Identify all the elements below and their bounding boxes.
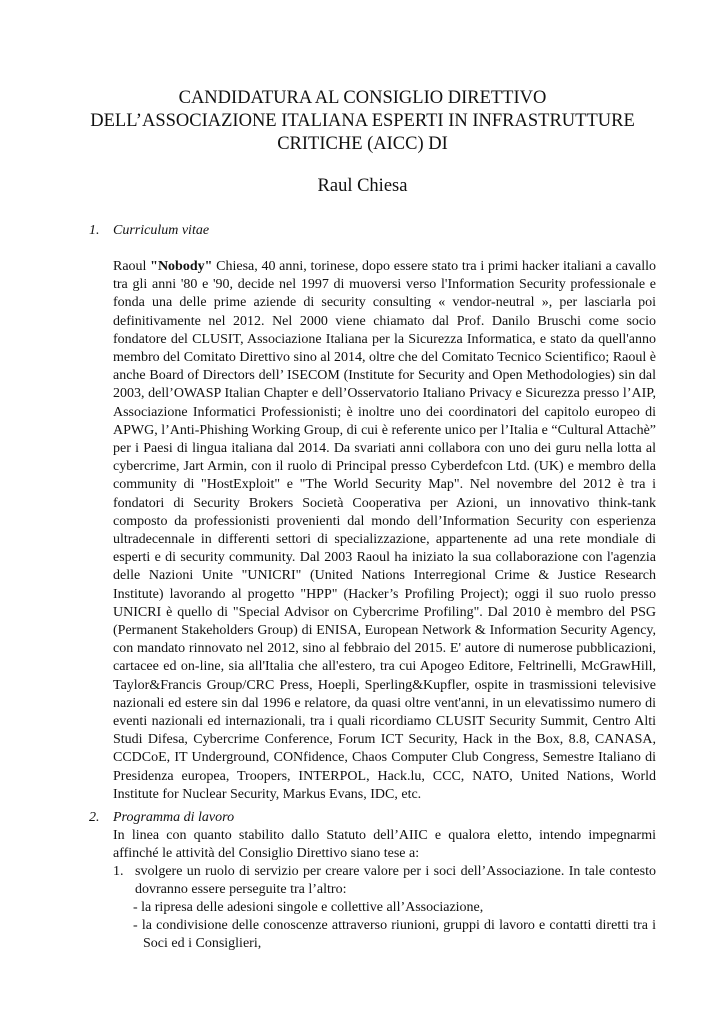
programme-bullet-1: [133, 899, 656, 917]
programme-item-1-number: 1.: [113, 864, 124, 879]
curriculum-body: Chiesa, 40 anni, torinese, dopo essere stato tra i primi hacker italiani a cavallo tra gli anni '80 e '90, decide nel 1997 di muoversi verso l'Information Security professionale e fonda una delle prime aziende di security consulting « vendor-neutral », per lasciarla poi definitivamente nel 2012. Nel 2000 viene chiamato dal Prof. Danilo Bruschi come socio fondatore del CLUSIT, Associazione Italiana per la Sicurezza Informatica, e stato da quell'anno membro del Comitato Direttivo sino al 2014, oltre che del Comitato Tecnico Scientifico; Raoul è anche Board of Directors dell’ ISECOM (Institute for Security and Open Methodologies) sin dal 2003, dell’OWASP Italian Chapter e dell’Osservatorio Italiano Privacy e Sicurezza presso l’AIP, Associazione Informatici Professionisti; è inoltre uno dei coordinatori del capitolo europeo di APWG, l’Anti-Phishing Working Group, di cui è referente unico per l’Italia e “Cultural Attachè” per i Paesi di lingua italiana dal 2014. Da svariati anni collabora con uno dei guru nella lotta al cybercrime, Jart Armin, con il ruolo di Principal presso Cyberdefcon Ltd. (UK) e membro della community di "HostExploit" e "The World Security Map". Nel novembre del 2012 è tra i fondatori di Security Brokers Società Cooperativa per Azioni, un innovativo think-tank composto da professionisti provenienti dal mondo dell’Information Security con esperienza ultradecennale in differenti settori di specializzazione, appartenente ad una rete mondiale di esperti e di security community. Dal 2003 Raoul ha iniziato la sua collaborazione con l'agenzia delle Nazioni Unite "UNICRI" (United Nations Interregional Crime & Justice Research Institute) lavorando al progetto "HPP" (Hacker’s Profiling Project); oggi il suo ruolo presso UNICRI è quello di "Special Advisor on Cybercrime Profiling". Dal 2010 è membro del PSG (Permanent Stakeholders Group) di ENISA, European Network & Information Security Agency, con mandato rinnovato nel 2012, sino al febbraio del 2015. E' autore di numerose pubblicazioni, cartacee ed on-line, sia all'Italia che all'estero, tra cui Apogeo Editore, Feltrinelli, McGrawHill, Taylor&Francis Group/CRC Press, Hoepli, Sperling&Kupfler, ospite in trasmissioni televisive nazionali ed estere sin dal 1996 e relatore, da quasi oltre vent'anni, in un elevatissimo numero di eventi nazionali ed internazionali, tra i quali ricordiamo CLUSIT Security Summit, Centro Alti Studi Difesa, Cybercrime Conference, Forum ICT Security, Hack in the Box, 8.8, CANASA, CCDCoE, IT Underground, CONfidence, Chaos Computer Club Congress, Semestre Italiano di Presidenza europea, Troopers, INTERPOL, Hack.lu, CCC, NATO, United Nations, World Institute for Nuclear Security, Markus Evans, IDC, etc.: [113, 259, 656, 802]
section-2-number: 2.: [89, 810, 100, 825]
section-2-title: Programma di lavoro: [113, 810, 235, 825]
section-1-heading: [89, 222, 209, 240]
section-1-number: 1.: [89, 223, 100, 238]
programme-bullet-2: [133, 917, 656, 953]
curriculum-intro: Raoul: [113, 259, 151, 274]
programme-bullet-1-text: - la ripresa delle adesioni singole e collettive all’Associazione,: [133, 900, 484, 915]
curriculum-nickname: "Nobody": [150, 259, 213, 274]
author-name: Raul Chiesa: [317, 176, 408, 196]
programme-intro: In linea con quanto stabilito dallo Statuto dell’AIIC e qualora eletto, intendo impegnarmi affinché le attività del Consiglio Direttivo siano tese a:: [113, 828, 656, 862]
title-line-2: DELL’ASSOCIAZIONE ITALIANA ESPERTI IN INFRASTRUTTURE: [90, 111, 635, 131]
document-title: [60, 87, 665, 156]
section-2-heading: [89, 809, 234, 827]
curriculum-paragraph: [113, 258, 656, 804]
programme-item-1-text: svolgere un ruolo di servizio per creare valore per i soci dell’Associazione. In tale contesto dovranno essere perseguite tra l’altro:: [135, 864, 656, 898]
title-line-1: CANDIDATURA AL CONSIGLIO DIRETTIVO: [178, 88, 547, 108]
programme-bullet-2-text: - la condivisione delle conoscenze attraverso riunioni, gruppi di lavoro e contatti diretti tra i Soci ed i Consiglieri,: [133, 918, 656, 952]
programme-item-1: [113, 863, 656, 899]
section-1-title: Curriculum vitae: [113, 223, 210, 238]
title-line-3: CRITICHE (AICC) DI: [277, 134, 448, 154]
